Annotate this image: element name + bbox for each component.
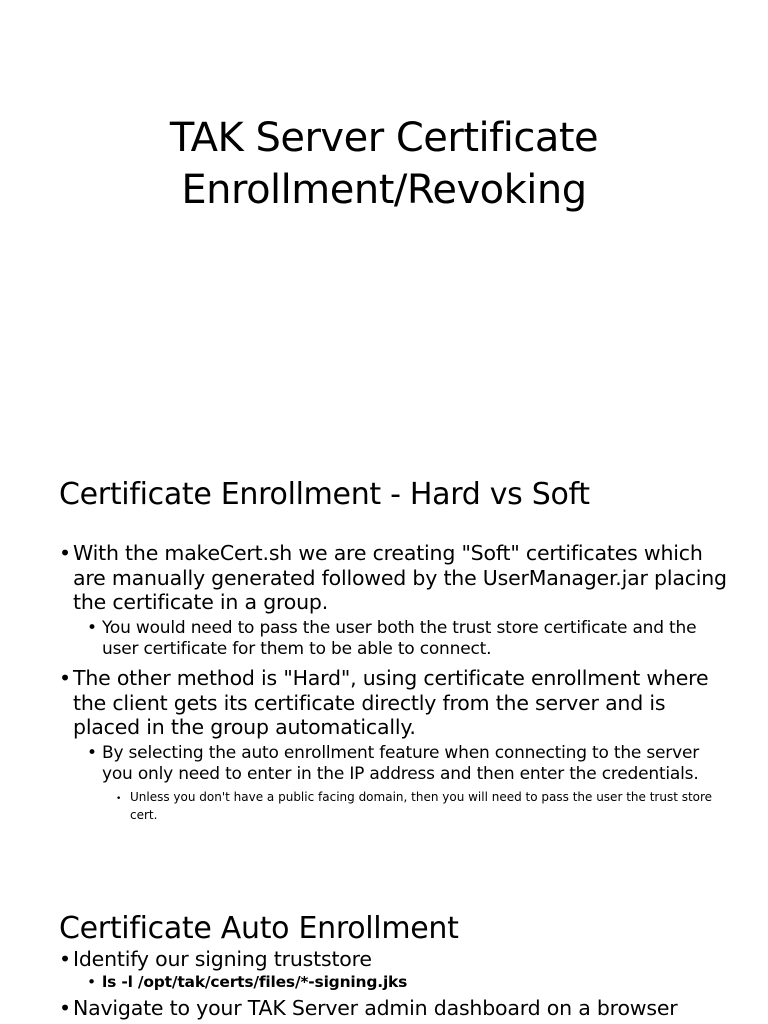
sub-bullet-auto-enrollment <box>87 743 732 784</box>
bullet-dot: • <box>87 973 96 991</box>
slide-title <box>0 112 768 216</box>
bullet-dot: • <box>116 794 122 804</box>
title-slide <box>0 0 768 440</box>
sub-bullet-pass-user-certs <box>87 618 732 659</box>
bullet-identify-truststore <box>59 947 733 972</box>
slide-heading: Certificate Auto Enrollment <box>59 911 459 946</box>
title-line-1: TAK Server Certificate <box>169 115 599 161</box>
bullet-text: Identify our signing truststore <box>73 947 372 971</box>
bullet-dot: • <box>59 666 71 690</box>
bullet-text: With the makeCert.sh we are creating "Soft" certificates which are manually generated followed by the UserManager.jar placing the certificate in a group. <box>73 541 727 614</box>
bullet-text: By selecting the auto enrollment feature when connecting to the server you only need to enter in the IP address and then enter the credentials. <box>102 743 699 784</box>
bullet-dot: • <box>87 743 97 763</box>
bullet-hard-certificates <box>59 666 733 740</box>
sub-bullet-ls-command <box>87 972 732 993</box>
bullet-text: Unless you don't have a public facing domain, then you will need to pass the user the trust store cert. <box>130 790 713 822</box>
command-text: ls -l /opt/tak/certs/files/*-signing.jks <box>102 973 408 991</box>
bullet-soft-certificates <box>59 541 733 615</box>
bullet-text: The other method is "Hard", using certificate enrollment where the client gets its certificate directly from the server and is placed in the group automatically. <box>73 666 709 739</box>
slide-heading: Certificate Enrollment - Hard vs Soft <box>59 477 590 512</box>
title-line-2: Enrollment/Revoking <box>181 167 587 213</box>
bullet-dot: • <box>59 947 71 971</box>
bullet-dot: • <box>59 996 71 1020</box>
bullet-dot: • <box>87 618 97 638</box>
bullet-text: You would need to pass the user both the trust store certificate and the user certificate for them to be able to connect. <box>102 618 697 659</box>
bullet-text: Navigate to your TAK Server admin dashboard on a browser <box>73 996 678 1020</box>
bullet-navigate-dashboard <box>59 996 733 1021</box>
hard-vs-soft-slide <box>0 440 768 880</box>
auto-enrollment-slide <box>0 880 768 1024</box>
sub-sub-bullet-trust-store <box>116 789 740 823</box>
bullet-dot: • <box>59 541 71 565</box>
